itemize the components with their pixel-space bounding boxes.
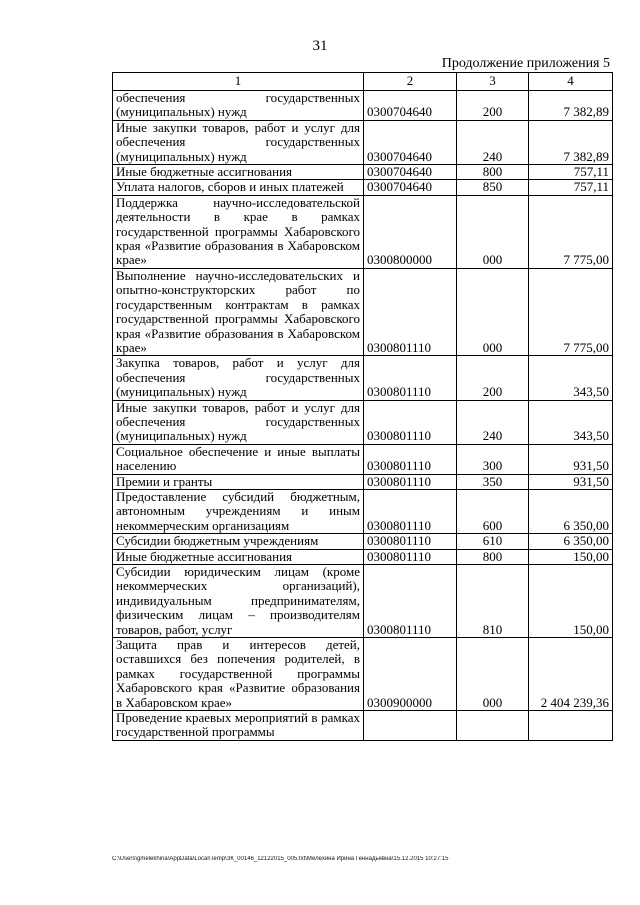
table-row — [113, 180, 613, 195]
row-name-cell: Проведение краевых мероприятий в рамках государственной программы — [113, 711, 364, 741]
table-row — [113, 268, 613, 355]
row-vr-cell: 810 — [457, 565, 529, 638]
row-amount-cell: 7 382,89 — [529, 91, 613, 121]
row-name-cell: Премии и гранты — [113, 474, 364, 489]
row-name-cell: Субсидии юридическим лицам (кроме некоммерческих организаций), индивидуальным предпринимателям, физическим лицам – производителям товаров, работ, услуг — [113, 565, 364, 638]
table-row — [113, 638, 613, 711]
row-vr-cell: 240 — [457, 120, 529, 164]
row-name-cell: Иные закупки товаров, работ и услуг для обеспечения государственных (муниципальных) нужд — [113, 120, 364, 164]
row-code-cell — [364, 711, 457, 741]
row-vr-cell: 800 — [457, 165, 529, 180]
table-row — [113, 474, 613, 489]
row-code-cell: 0300801110 — [364, 534, 457, 549]
row-amount-cell: 7 775,00 — [529, 195, 613, 268]
table-row — [113, 489, 613, 533]
row-code-cell: 0300801110 — [364, 356, 457, 400]
row-code-cell: 0300801110 — [364, 489, 457, 533]
row-name-cell: Иные закупки товаров, работ и услуг для обеспечения государственных (муниципальных) нужд — [113, 400, 364, 444]
header-col-1: 1 — [113, 73, 364, 91]
row-name-cell: Выполнение научно-исследовательских и опытно-конструкторских работ по государственным контрактам в рамках государственной программы Хабаровского края «Развитие образования в Хабаровском крае» — [113, 268, 364, 355]
row-amount-cell: 931,50 — [529, 474, 613, 489]
header-col-2: 2 — [364, 73, 457, 91]
row-name-cell: Закупка товаров, работ и услуг для обеспечения государственных (муниципальных) нужд — [113, 356, 364, 400]
table-row — [113, 400, 613, 444]
row-amount-cell: 6 350,00 — [529, 534, 613, 549]
row-amount-cell: 150,00 — [529, 549, 613, 564]
row-vr-cell: 350 — [457, 474, 529, 489]
row-amount-cell: 150,00 — [529, 565, 613, 638]
row-code-cell: 0300704640 — [364, 120, 457, 164]
row-code-cell: 0300704640 — [364, 165, 457, 180]
budget-table — [112, 72, 613, 741]
row-name-cell: Защита прав и интересов детей, оставшихся без попечения родителей, в рамках государственной программы Хабаровского края «Развитие образования в Хабаровском крае» — [113, 638, 364, 711]
row-vr-cell — [457, 711, 529, 741]
row-name-cell: Социальное обеспечение и иные выплаты населению — [113, 444, 364, 474]
row-name-cell: Предоставление субсидий бюджетным, автономным учреждениям и иным некоммерческим организациям — [113, 489, 364, 533]
table-row — [113, 195, 613, 268]
row-code-cell: 0300801110 — [364, 549, 457, 564]
row-code-cell: 0300801110 — [364, 565, 457, 638]
row-code-cell: 0300801110 — [364, 474, 457, 489]
row-vr-cell: 200 — [457, 91, 529, 121]
row-code-cell: 0300704640 — [364, 91, 457, 121]
row-amount-cell: 931,50 — [529, 444, 613, 474]
row-amount-cell: 757,11 — [529, 180, 613, 195]
row-name-cell: Иные бюджетные ассигнования — [113, 549, 364, 564]
row-amount-cell — [529, 711, 613, 741]
table-body — [113, 91, 613, 741]
page-number: 31 — [312, 38, 328, 54]
header-col-4: 4 — [529, 73, 613, 91]
row-vr-cell: 000 — [457, 195, 529, 268]
row-name-cell: Поддержка научно-исследовательской деятельности в крае в рамках государственной программы Хабаровского края «Развитие образования в Хабаровском крае» — [113, 195, 364, 268]
row-vr-cell: 600 — [457, 489, 529, 533]
row-name-cell: Уплата налогов, сборов и иных платежей — [113, 180, 364, 195]
table-row — [113, 444, 613, 474]
row-code-cell: 0300801110 — [364, 444, 457, 474]
table-row — [113, 120, 613, 164]
row-code-cell: 0300801110 — [364, 268, 457, 355]
table-header-row — [113, 73, 613, 91]
row-amount-cell: 343,50 — [529, 400, 613, 444]
row-name-cell: Субсидии бюджетным учреждениям — [113, 534, 364, 549]
row-vr-cell: 200 — [457, 356, 529, 400]
row-code-cell: 0300800000 — [364, 195, 457, 268]
row-code-cell: 0300801110 — [364, 400, 457, 444]
row-name-cell: обеспечения государственных (муниципальных) нужд — [113, 91, 364, 121]
row-vr-cell: 000 — [457, 638, 529, 711]
table-row — [113, 534, 613, 549]
header-col-3: 3 — [457, 73, 529, 91]
row-amount-cell: 343,50 — [529, 356, 613, 400]
footer-file-path: C:\Users\gmelekhina\AppData\Local\Temp\ЗК_00146_12122015_005.txt\Мелехина Ирина Геннадьевна\15.12.2015 10:27:15 — [112, 856, 449, 862]
row-amount-cell: 757,11 — [529, 165, 613, 180]
row-code-cell: 0300900000 — [364, 638, 457, 711]
table-row — [113, 711, 613, 741]
row-vr-cell: 850 — [457, 180, 529, 195]
table-row — [113, 549, 613, 564]
row-name-cell: Иные бюджетные ассигнования — [113, 165, 364, 180]
row-amount-cell: 7 775,00 — [529, 268, 613, 355]
row-amount-cell: 7 382,89 — [529, 120, 613, 164]
table-row — [113, 165, 613, 180]
table-row — [113, 91, 613, 121]
row-vr-cell: 610 — [457, 534, 529, 549]
row-vr-cell: 000 — [457, 268, 529, 355]
row-vr-cell: 240 — [457, 400, 529, 444]
table-row — [113, 356, 613, 400]
appendix-continuation-label: Продолжение приложения 5 — [441, 56, 610, 71]
table-row — [113, 565, 613, 638]
row-vr-cell: 800 — [457, 549, 529, 564]
row-code-cell: 0300704640 — [364, 180, 457, 195]
row-vr-cell: 300 — [457, 444, 529, 474]
row-amount-cell: 2 404 239,36 — [529, 638, 613, 711]
row-amount-cell: 6 350,00 — [529, 489, 613, 533]
